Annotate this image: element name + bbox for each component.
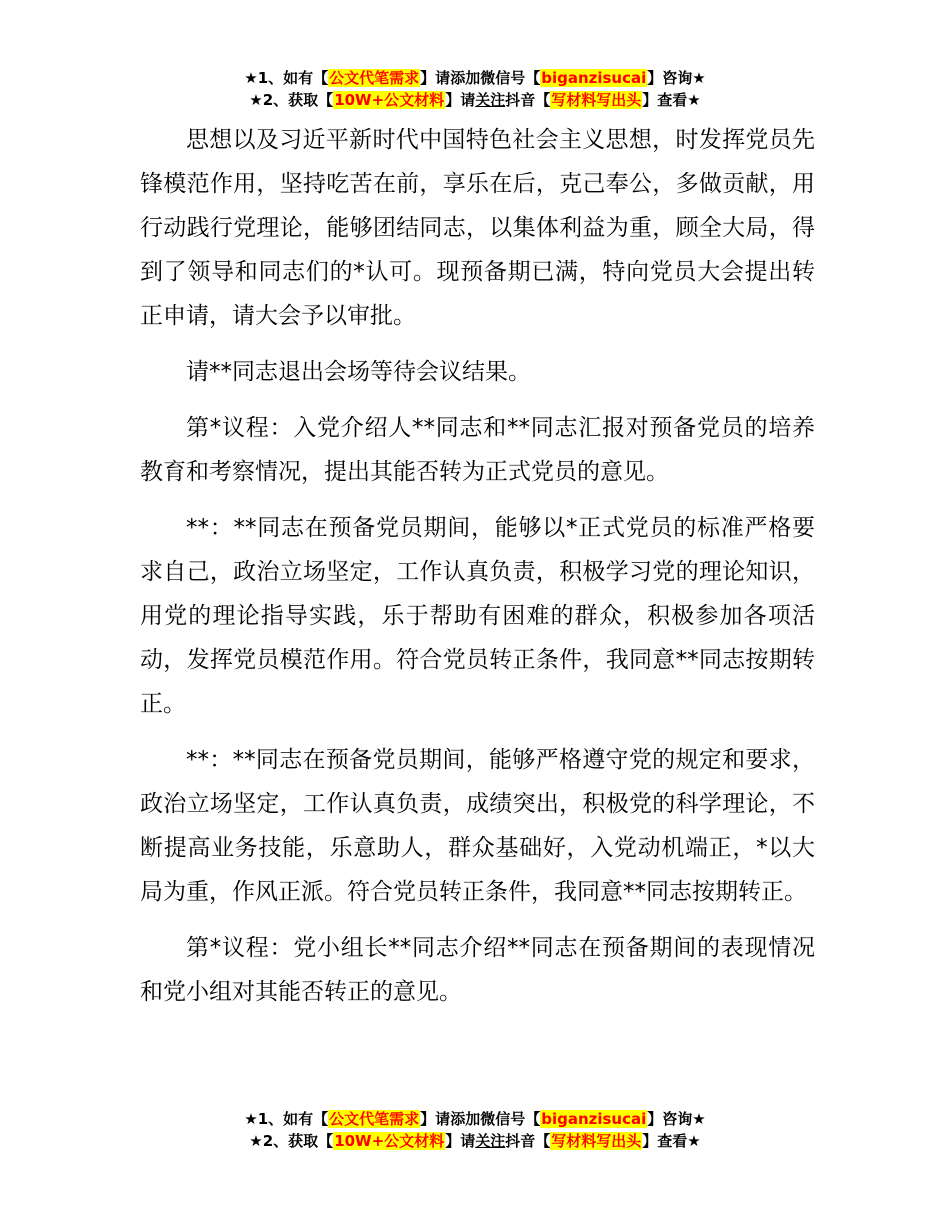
footer-line-2-prefix: ★2、获取【 [249, 1132, 334, 1150]
header-line-2-highlight-materials: 10W+公文材料 [334, 91, 445, 109]
paragraph-2: 请**同志退出会场等待会议结果。 [186, 359, 531, 385]
header-line-1-suffix: 】咨询★ [647, 69, 706, 87]
header-line-1-after-emphasis: 微信号【 [480, 69, 541, 87]
footer-banner [0, 1108, 950, 1152]
footer-line-2-middle: 】请 [445, 1132, 476, 1150]
header-line-2-highlight-douyin: 写材料写出头 [551, 91, 642, 109]
header-line-2 [0, 89, 950, 111]
header-line-1 [0, 67, 950, 89]
paragraph-4: **：**同志在预备党员期间，能够以*正式党员的标准严格要求自己，政治立场坚定，工作认真负责，积极学习党的理论知识，用党的理论指导实践，乐于帮助有困难的群众，积极参加各项活动，发挥党员模范作用。符合党员转正条件，我同意**同志按期转正。 [140, 515, 815, 717]
header-line-1-highlight-wechat: biganzisucai [541, 69, 647, 87]
paragraph-6: 第*议程：党小组长**同志介绍**同志在预备期间的表现情况和党小组对其能否转正的意见。 [140, 935, 815, 1005]
footer-line-1 [0, 1108, 950, 1130]
header-banner [0, 67, 950, 111]
footer-line-1-highlight-service: 公文代笔需求 [329, 1110, 420, 1128]
footer-line-2-suffix: 】查看★ [642, 1132, 701, 1150]
header-line-2-suffix: 】查看★ [642, 91, 701, 109]
footer-line-2-highlight-materials: 10W+公文材料 [334, 1132, 445, 1150]
footer-line-1-suffix: 】咨询★ [647, 1110, 706, 1128]
footer-line-2-emphasis: 关注 [475, 1132, 506, 1150]
footer-line-1-highlight-wechat: biganzisucai [541, 1110, 647, 1128]
footer-line-1-prefix: ★1、如有【 [244, 1110, 329, 1128]
header-line-2-middle: 】请 [445, 91, 476, 109]
footer-line-1-emphasis: 添加 [450, 1110, 481, 1128]
footer-line-2-highlight-douyin: 写材料写出头 [551, 1132, 642, 1150]
footer-line-1-after-emphasis: 微信号【 [480, 1110, 541, 1128]
footer-line-1-middle: 】请 [420, 1110, 451, 1128]
document-body [140, 118, 815, 1026]
header-line-2-after-emphasis: 抖音【 [505, 91, 551, 109]
paragraph-1: 思想以及习近平新时代中国特色社会主义思想，时发挥党员先锋模范作用，坚持吃苦在前，享乐在后，克己奉公，多做贡献，用行动践行党理论，能够团结同志，以集体利益为重，顾全大局，得到了领导和同志们的*认可。现预备期已满，特向党员大会提出转正申请，请大会予以审批。 [140, 127, 815, 329]
header-line-1-emphasis: 添加 [450, 69, 481, 87]
footer-line-2-after-emphasis: 抖音【 [505, 1132, 551, 1150]
footer-line-2 [0, 1130, 950, 1152]
header-line-1-middle: 】请 [420, 69, 451, 87]
header-line-2-emphasis: 关注 [475, 91, 506, 109]
header-line-1-prefix: ★1、如有【 [244, 69, 329, 87]
paragraph-5: **：**同志在预备党员期间，能够严格遵守党的规定和要求，政治立场坚定，工作认真负责，成绩突出，积极党的科学理论，不断提高业务技能，乐意助人，群众基础好，入党动机端正，*以大局为重，作风正派。符合党员转正条件，我同意**同志按期转正。 [140, 747, 815, 905]
header-line-2-prefix: ★2、获取【 [249, 91, 334, 109]
header-line-1-highlight-service: 公文代笔需求 [329, 69, 420, 87]
paragraph-3: 第*议程：入党介绍人**同志和**同志汇报对预备党员的培养教育和考察情况，提出其能否转为正式党员的意见。 [140, 415, 815, 485]
